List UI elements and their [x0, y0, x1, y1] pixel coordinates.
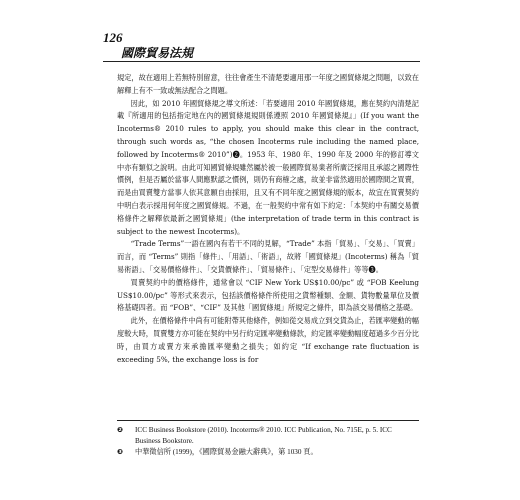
header-rule	[103, 61, 420, 62]
paragraph: 規定，故在適用上若無特別留意，往往會產生不清楚要適用那一年度之國貿條規之問題，以致在解釋上有不一致或無法配合之問題。	[117, 73, 419, 95]
paragraph: 買賣契約中的價格條件，通常會以 “CIF New York US$10.00/pc” 或 “FOB Keelung US$10.00/pc” 等形式來表示，包括該價格條件所使用之貨幣種類、金額、貨物數量單位及價格基礎四者。而 “FOB”、“CIF” 及其他「國貿條規」所規定之條件，即為該交易價格之基礎。	[117, 277, 419, 313]
paragraph: “Trade Terms”一語在國內有若干不同的見解，“Trade” 本指「貿易」、「交易」、「買賣」而言，而 “Terms” 則指「條件」、「用語」、「術語」，故將「國貿條規」(Incoterms) 稱為「貿易術語」、「交易價格條件」、「交貨價條件」、「貿易條件」、「定型交易條件」等等❸。	[117, 239, 419, 274]
footnote-rule	[117, 420, 419, 421]
paragraph: 因此，如 2010 年國貿條規之導文所述：「若要適用 2010 年國貿條規，應在契約內清楚記載『所適用的包括指定地在內的國貿條規規則係遵照 2010 年國貿條規』」(If you want the Incoterms® 2010 rules to apply, you should make this clear in the contract, through such words as, “the chosen Incoterms rule including the named place, followed by Incoterms® 2010”)❷。1953 年、1980 年、1990 年及 2000 年的修訂導文中亦有類似之說明。由此可知國貿條規雖然屬於被一般國際貿易業者所廣泛採用且承認之國際性慣例，但是否屬於當事人間應默認之慣例，則仍有商榷之處，故並非當然適用於國際間之買賣，而是由買賣雙方當事人依其意願自由採用，且又有不同年度之國貿條規的版本，故宜在買賣契約中明白表示採用何年度之國貿條規。不過，在一般契約中常有如下約定：「本契約中有關交易價格條件之解釋依最新之國貿條規」(the interpretation of trade term in this contract is subject to the newest Incoterms)。	[117, 98, 419, 236]
running-header: 國際貿易法規	[121, 46, 194, 60]
footnote-text: 中華徵信所 (1999)，《國際貿易金融大辭典》，第 1030 頁。	[135, 448, 318, 456]
footnote	[117, 425, 419, 447]
footnotes	[117, 425, 419, 458]
paragraph: 此外，在價格條件中尚有可能附帶其他條件，例如從交易成立到交貨為止，若匯率變動的幅度較大時，買賣雙方亦可能在契約中另行約定匯率變動條款，約定匯率變動幅度超過多少百分比時，由買方或賣方來承擔匯率變動之損失；如約定 “If exchange rate fluctuation is exceeding 5%, the exchange loss is for	[117, 316, 419, 364]
footnote-marker: ❸	[117, 448, 123, 456]
footnote-text: ICC Business Bookstore (2010). Incoterms® 2010. ICC Publication, No. 715E, p. 5. ICC Business Bookstore.	[135, 426, 392, 445]
footnote	[117, 447, 419, 458]
footnote-marker: ❷	[117, 426, 123, 434]
page-number: 126	[103, 30, 123, 45]
body-text	[117, 72, 419, 366]
